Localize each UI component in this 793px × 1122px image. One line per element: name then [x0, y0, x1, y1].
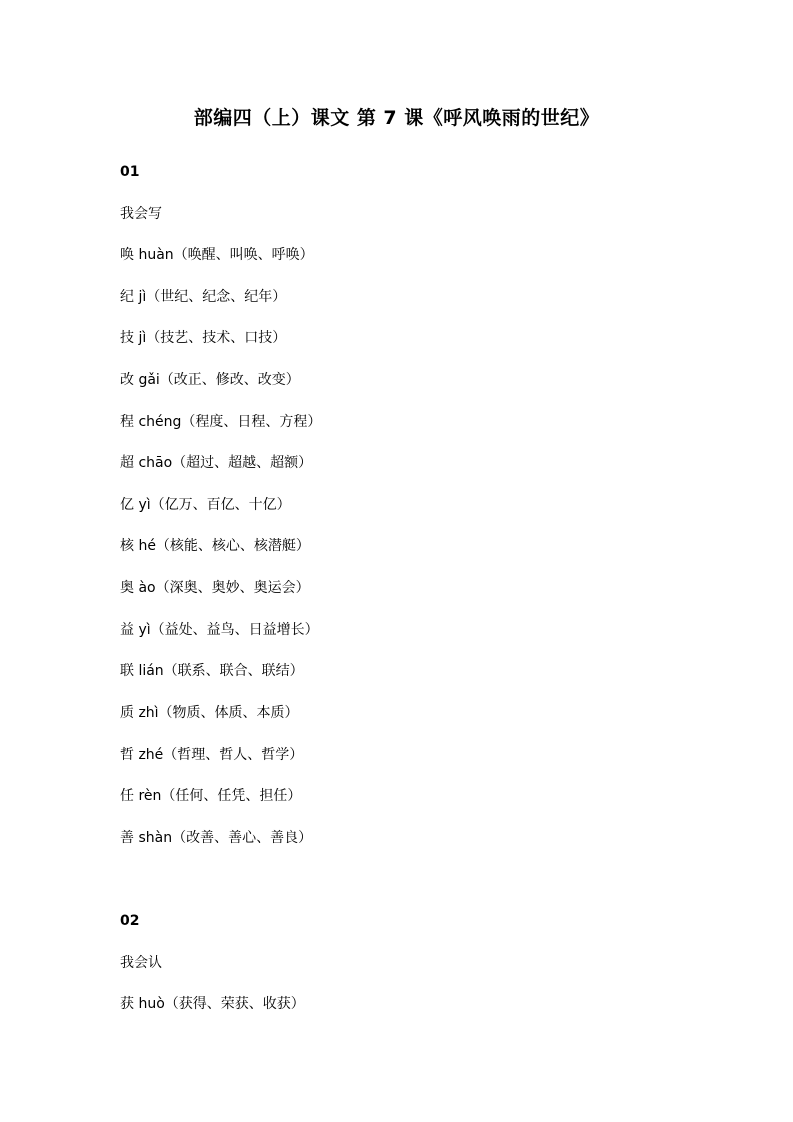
vocab-item: 核 hé（核能、核心、核潜艇） — [120, 538, 310, 555]
vocab-item: 任 rèn（任何、任凭、担任） — [120, 788, 302, 805]
vocab-item: 超 chāo（超过、超越、超额） — [120, 455, 313, 472]
vocab-item: 哲 zhé（哲理、哲人、哲学） — [120, 746, 304, 763]
vocab-item: 益 yì（益处、益鸟、日益增长） — [120, 621, 319, 638]
vocab-item: 奥 ào（深奥、奥妙、奥运会） — [120, 580, 310, 597]
page-title: 部编四（上）课文 第 7 课《呼风唤雨的世纪》 — [193, 107, 600, 129]
section-number: 02 — [120, 913, 140, 929]
vocab-item: 改 gǎi（改正、修改、改变） — [120, 371, 300, 388]
vocab-item: 善 shàn（改善、善心、善良） — [120, 829, 313, 846]
vocab-item: 程 chéng（程度、日程、方程） — [120, 413, 322, 430]
vocabulary-list — [120, 994, 305, 1036]
vocab-item: 质 zhì（物质、体质、本质） — [120, 705, 299, 722]
vocab-item: 纪 jì（世纪、纪念、纪年） — [120, 288, 287, 305]
vocab-item: 获 huò（获得、荣获、收获） — [120, 996, 305, 1012]
vocab-item: 联 lián（联系、联合、联结） — [120, 663, 304, 680]
vocab-item: 技 jì（技艺、技术、口技） — [120, 330, 287, 347]
section-heading: 我会认 — [120, 955, 162, 971]
section-heading: 我会写 — [120, 206, 162, 222]
vocabulary-list — [120, 245, 321, 870]
vocab-item: 唤 huàn（唤醒、叫唤、呼唤） — [120, 247, 314, 263]
vocab-item: 亿 yì（亿万、百亿、十亿） — [120, 496, 291, 513]
section-number: 01 — [120, 164, 140, 180]
